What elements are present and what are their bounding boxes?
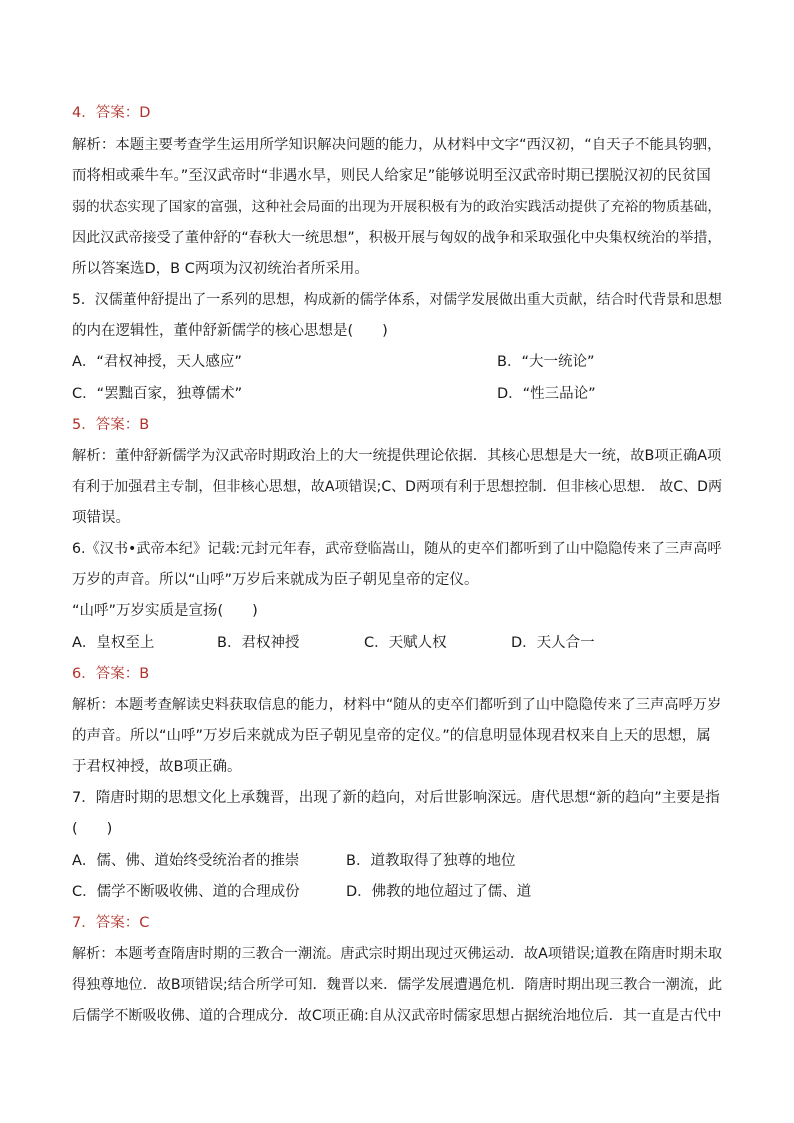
- q7-option-c: C．儒学不断吸收佛、道的合理成份: [72, 884, 300, 900]
- q6-stem-line: 6.《汉书•武帝本纪》记载:元封元年春，武帝登临嵩山，随从的吏卒们都听到了山中隐隐传来了三声高呼: [72, 541, 722, 557]
- q5-analysis-line: 解析：董仲舒新儒学为汉武帝时期政治上的大一统提供理论依据．其核心思想是大一统，故B项正确A项: [72, 448, 722, 464]
- q7-answer: 7．答案：C: [72, 915, 150, 931]
- q5-stem-line: 的内在逻辑性，董仲舒新儒学的核心思想是( ): [72, 323, 388, 339]
- q5-answer: 5．答案：B: [72, 417, 150, 433]
- q4-answer: 4．答案：D: [72, 105, 151, 121]
- q5-stem-line: 5．汉儒董仲舒提出了一系列的思想，构成新的儒学体系，对儒学发展做出重大贡献，结合时代背景和思想: [72, 292, 722, 308]
- q6-option-c: C．天赋人权: [364, 635, 447, 651]
- q6-option-b: B．君权神授: [217, 635, 300, 651]
- q5-option-c: C．“罢黜百家，独尊儒术”: [72, 386, 243, 402]
- q5-analysis-line: 项错误。: [72, 510, 130, 526]
- q7-analysis-line: 解析：本题考查隋唐时期的三教合一潮流。唐武宗时期出现过灭佛运动．故A项错误;道教在隋唐时期未取: [72, 946, 723, 962]
- q4-analysis-line: 所以答案选D，B C两项为汉初统治者所采用。: [72, 261, 369, 277]
- q5-analysis-line: 有利于加强君主专制，但非核心思想，故A项错误;C、D两项有利于思想控制．但非核心思想． 故C、D两: [72, 479, 723, 495]
- q5-option-a: A．“君权神授，天人感应”: [72, 354, 242, 370]
- q6-stem-line: “山呼”万岁实质是宣扬( ): [72, 603, 258, 619]
- q6-option-d: D．天人合一: [511, 635, 595, 651]
- q5-option-d: D．“性三品论”: [497, 386, 596, 402]
- q5-option-b: B．“大一统论”: [497, 354, 595, 370]
- q7-stem-line: 7．隋唐时期的思想文化上承魏晋，出现了新的趋向，对后世影响深远。唐代思想“新的趋向”主要是指: [72, 790, 720, 806]
- q4-analysis-line: 因此汉武帝接受了董仲舒的“春秋大一统思想”，积极开展与匈奴的战争和采取强化中央集权统治的举措，: [72, 230, 722, 246]
- q6-analysis-line: 解析：本题考查解读史料获取信息的能力，材料中“随从的吏卒们都听到了山中隐隐传来了三声高呼万岁: [72, 697, 722, 713]
- q7-option-b: B．道教取得了独尊的地位: [346, 853, 516, 869]
- q6-analysis-line: 于君权神授，故B项正确。: [72, 759, 242, 775]
- q6-analysis-line: 的声音。所以“山呼”万岁后来就成为臣子朝见皇帝的定仪。”的信息明显体现君权来自上天的思想，属: [72, 728, 711, 744]
- q6-answer: 6．答案：B: [72, 666, 150, 682]
- q7-option-d: D．佛教的地位超过了儒、道: [346, 884, 532, 900]
- q7-analysis-line: 得独尊地位．故B项错误;结合所学可知．魏晋以来．儒学发展遭遇危机．隋唐时期出现三教合一潮流，此: [72, 977, 723, 993]
- q7-stem-line: ( ): [72, 821, 113, 837]
- q4-analysis-line: 弱的状态实现了国家的富强，这种社会局面的出现为开展积极有为的政治实践活动提供了充裕的物质基础，: [72, 199, 722, 215]
- q6-option-a: A．皇权至上: [72, 635, 155, 651]
- q4-analysis-line: 而将相或乘牛车。”至汉武帝时“非遇水旱，则民人给家足”能够说明至汉武帝时期已摆脱汉初的民贫国: [72, 168, 711, 184]
- q7-analysis-line: 后儒学不断吸收佛、道的合理成分．故C项正确:自从汉武帝时儒家思想占据统治地位后．其一直是古代中: [72, 1008, 722, 1024]
- q6-stem-line: 万岁的声音。所以“山呼”万岁后来就成为臣子朝见皇帝的定仪。: [72, 572, 479, 588]
- q4-analysis-line: 解析：本题主要考查学生运用所学知识解决问题的能力，从材料中文字“西汉初，“自天子不能具钧驷，: [72, 137, 722, 153]
- q7-option-a: A．儒、佛、道始终受统治者的推崇: [72, 853, 300, 869]
